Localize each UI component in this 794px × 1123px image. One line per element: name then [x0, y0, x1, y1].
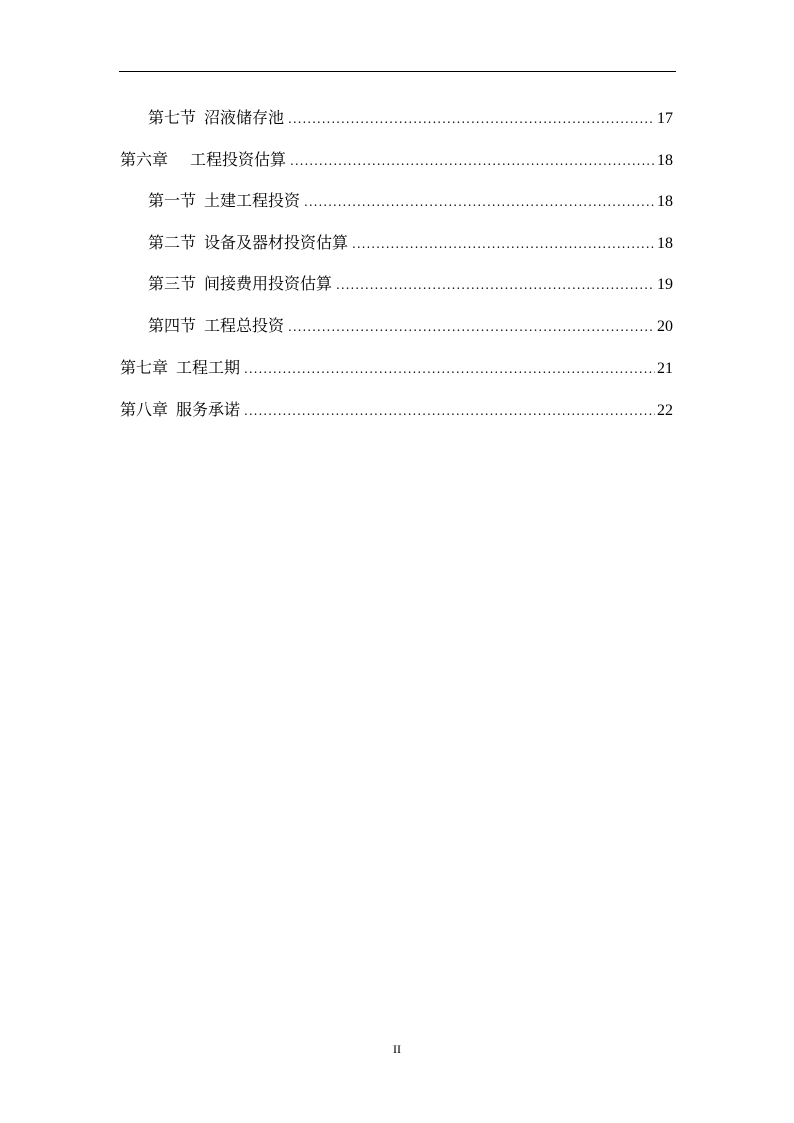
toc-entry-title: 工程工期: [176, 358, 241, 377]
toc-dot-leader: [336, 273, 655, 297]
toc-entry-title: 土建工程投资: [204, 191, 301, 210]
toc-entry-number: 第八章: [120, 400, 169, 419]
toc-entry-title: 工程总投资: [204, 316, 285, 335]
toc-entry-title: 服务承诺: [176, 400, 241, 419]
toc-entry-title: 工程投资估算: [190, 150, 287, 169]
toc-entry-number: 第二节: [148, 233, 197, 252]
toc-entry-number: 第一节: [148, 191, 197, 210]
toc-entry-page: 18: [657, 235, 673, 252]
toc-entry-page: 17: [657, 110, 673, 127]
toc-entry-number: 第三节: [148, 274, 197, 293]
toc-dot-leader: [288, 107, 655, 131]
toc-entry-page: 18: [657, 152, 673, 169]
page-number-footer: II: [393, 1042, 401, 1056]
toc-entry-title: 间接费用投资估算: [204, 274, 333, 293]
toc-entry-number: 第六章: [120, 150, 169, 169]
toc-entry-page: 22: [657, 402, 673, 419]
toc-entry-section-3[interactable]: [148, 272, 673, 296]
toc-dot-leader: [244, 399, 655, 423]
toc-entry-page: 21: [657, 360, 673, 377]
toc-entry-page: 18: [657, 193, 673, 210]
toc-entry-chapter-6[interactable]: [120, 148, 673, 172]
toc-entry-chapter-8[interactable]: [120, 398, 673, 422]
toc-entry-number: 第七章: [120, 358, 169, 377]
toc-entry-title: 设备及器材投资估算: [204, 233, 349, 252]
toc-dot-leader: [304, 190, 655, 214]
toc-entry-section-1[interactable]: [148, 189, 673, 213]
toc-entry-section-7[interactable]: [148, 106, 673, 130]
toc-entry-page: 20: [657, 318, 673, 335]
toc-dot-leader: [244, 357, 655, 381]
toc-dot-leader: [352, 232, 655, 256]
toc-entry-number: 第七节: [148, 108, 197, 127]
toc-entry-chapter-7[interactable]: [120, 356, 673, 380]
header-rule: [119, 71, 676, 72]
toc-entry-title: 沼液储存池: [204, 108, 285, 127]
toc-entry-number: 第四节: [148, 316, 197, 335]
toc-dot-leader: [288, 315, 655, 339]
toc-entry-section-4[interactable]: [148, 314, 673, 338]
toc-dot-leader: [290, 149, 655, 173]
toc-entry-section-2[interactable]: [148, 231, 673, 255]
toc-entry-page: 19: [657, 276, 673, 293]
